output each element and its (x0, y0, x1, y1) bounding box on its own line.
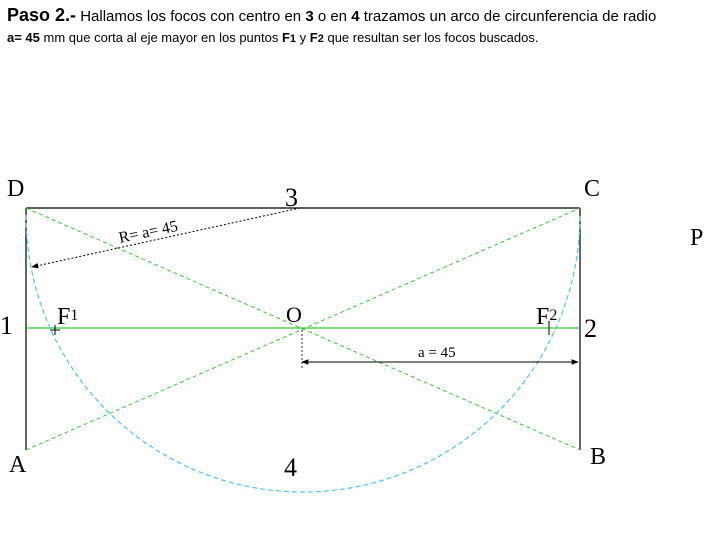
bold-three: 3 (305, 8, 314, 25)
f1-subscript: 1 (70, 307, 79, 324)
label-one: 1 (0, 311, 13, 340)
text-segment: que resultan ser los focos buscados. (323, 30, 539, 45)
radius-dimension-line (32, 208, 300, 267)
f2-subscript: 2 (549, 307, 558, 324)
f1-letter: F (57, 304, 71, 330)
bold-f2-sub: 2 (317, 33, 324, 45)
label-four: 4 (284, 453, 297, 482)
circumference-arc (26, 215, 580, 492)
text-segment: Hallamos los focos con centro en (76, 8, 306, 25)
label-d: D (7, 176, 25, 202)
text-segment: o en (313, 8, 352, 25)
text-segment: mm que corta al eje mayor en los puntos (39, 30, 282, 45)
bold-f1-sub: 1 (289, 33, 297, 45)
label-three: 3 (285, 183, 298, 212)
text-segment: y (296, 30, 310, 45)
label-o: O (286, 302, 302, 327)
label-f1 (57, 304, 78, 330)
text-segment: trazamos un arco de circunferencia de radio (359, 8, 657, 25)
label-f2 (536, 304, 557, 330)
f2-letter: F (536, 304, 550, 330)
a-dimension-label: a = 45 (418, 345, 456, 361)
bold-f1-letter: F (281, 30, 290, 45)
bold-radius: a= 45 (7, 30, 40, 45)
label-two: 2 (584, 314, 597, 343)
radius-label: R= a= 45 (117, 217, 180, 247)
label-p: P (690, 225, 704, 251)
label-c: C (584, 176, 601, 202)
label-a: A (9, 452, 27, 478)
bold-f2-letter: F (309, 30, 318, 45)
label-b: B (590, 444, 607, 470)
bold-four: 4 (351, 8, 360, 25)
step-title: Paso 2.- (7, 5, 77, 25)
